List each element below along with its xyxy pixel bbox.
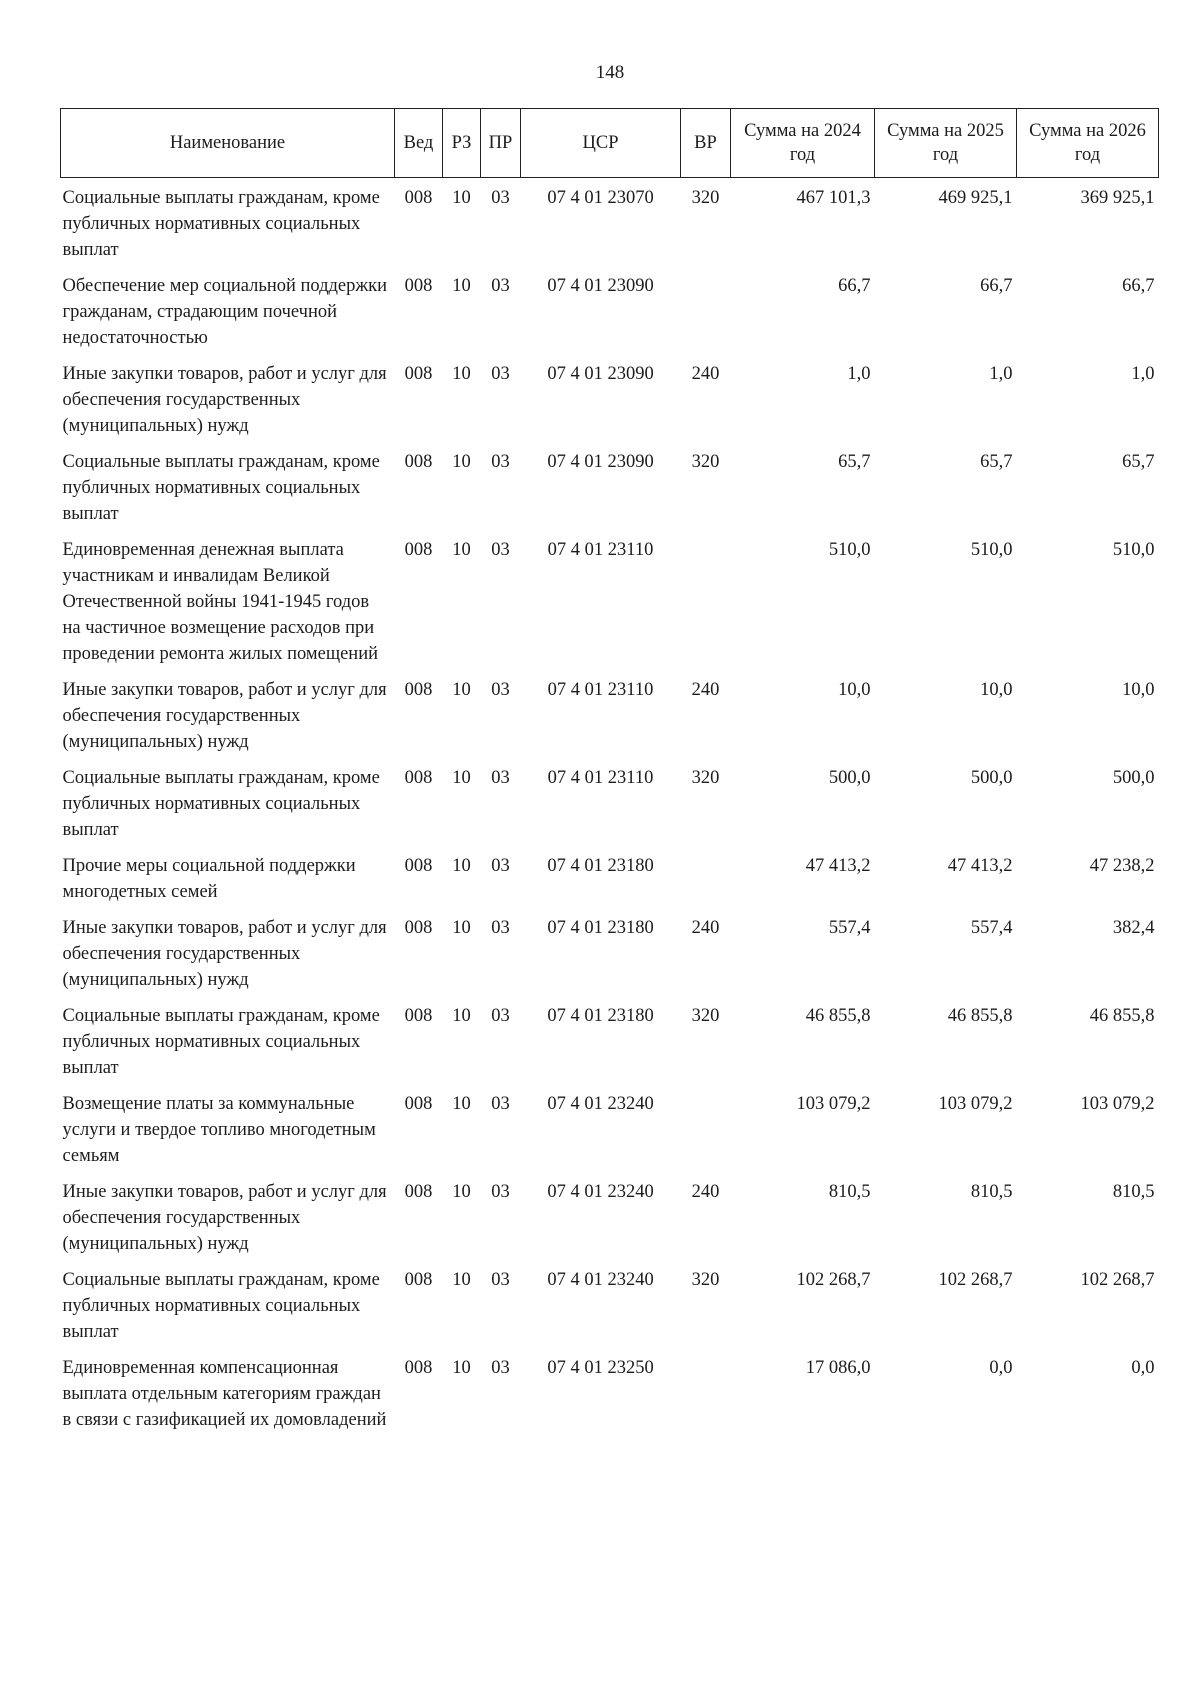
cell-vr bbox=[681, 853, 731, 915]
cell-name: Иные закупки товаров, работ и услуг для обеспечения государственных (муниципальных) нужд bbox=[62, 680, 387, 752]
cell-pr: 03 bbox=[491, 452, 510, 472]
cell-sum-2024: 500,0 bbox=[828, 768, 871, 788]
cell-sum-2025: 66,7 bbox=[980, 276, 1013, 296]
cell-sum-2024: 467 101,3 bbox=[796, 188, 871, 208]
table-row bbox=[61, 1091, 1159, 1179]
cell-pr: 03 bbox=[491, 1358, 510, 1378]
cell-name: Социальные выплаты гражданам, кроме публичных нормативных социальных выплат bbox=[62, 768, 380, 840]
cell-rz: 10 bbox=[452, 540, 471, 560]
table-row bbox=[61, 915, 1159, 1003]
cell-ved: 008 bbox=[404, 1006, 433, 1026]
cell-sum-2024: 810,5 bbox=[828, 1182, 871, 1202]
cell-pr: 03 bbox=[491, 918, 510, 938]
cell-sum-2026: 65,7 bbox=[1122, 452, 1155, 472]
cell-sum-2025: 469 925,1 bbox=[938, 188, 1013, 208]
cell-ved: 008 bbox=[404, 364, 433, 384]
cell-name: Социальные выплаты гражданам, кроме публичных нормативных социальных выплат bbox=[62, 188, 380, 260]
cell-name: Социальные выплаты гражданам, кроме публичных нормативных социальных выплат bbox=[62, 1270, 380, 1342]
cell-sum-2026: 382,4 bbox=[1112, 918, 1155, 938]
cell-sum-2025: 1,0 bbox=[989, 364, 1013, 384]
cell-ved: 008 bbox=[404, 918, 433, 938]
header-sum-2025: Сумма на 2025 год bbox=[875, 109, 1017, 178]
cell-pr: 03 bbox=[491, 1094, 510, 1114]
cell-rz: 10 bbox=[452, 1006, 471, 1026]
cell-sum-2025: 557,4 bbox=[970, 918, 1013, 938]
cell-csr: 07 4 01 23240 bbox=[547, 1182, 654, 1202]
cell-sum-2025: 10,0 bbox=[980, 680, 1013, 700]
cell-rz: 10 bbox=[452, 1358, 471, 1378]
table-row bbox=[61, 1179, 1159, 1267]
table-row bbox=[61, 853, 1159, 915]
cell-name: Возмещение платы за коммунальные услуги и твердое топливо многодетным семьям bbox=[62, 1094, 376, 1166]
cell-sum-2024: 66,7 bbox=[838, 276, 871, 296]
table-row bbox=[61, 677, 1159, 765]
cell-rz: 10 bbox=[452, 1182, 471, 1202]
cell-rz: 10 bbox=[452, 680, 471, 700]
cell-ved: 008 bbox=[404, 452, 433, 472]
cell-ved: 008 bbox=[404, 1182, 433, 1202]
cell-sum-2024: 103 079,2 bbox=[796, 1094, 871, 1114]
cell-name: Иные закупки товаров, работ и услуг для обеспечения государственных (муниципальных) нужд bbox=[62, 1182, 387, 1254]
cell-csr: 07 4 01 23180 bbox=[547, 856, 654, 876]
cell-sum-2024: 102 268,7 bbox=[796, 1270, 871, 1290]
table-row bbox=[61, 1355, 1159, 1443]
cell-vr: 240 bbox=[691, 680, 720, 700]
cell-sum-2025: 47 413,2 bbox=[947, 856, 1013, 876]
cell-sum-2024: 10,0 bbox=[838, 680, 871, 700]
cell-pr: 03 bbox=[491, 276, 510, 296]
cell-csr: 07 4 01 23240 bbox=[547, 1094, 654, 1114]
cell-csr: 07 4 01 23240 bbox=[547, 1270, 654, 1290]
budget-table bbox=[60, 108, 1159, 1443]
cell-vr: 240 bbox=[691, 1182, 720, 1202]
header-name: Наименование bbox=[61, 109, 395, 178]
cell-pr: 03 bbox=[491, 364, 510, 384]
cell-vr: 320 bbox=[691, 452, 720, 472]
cell-vr: 320 bbox=[691, 768, 720, 788]
cell-sum-2025: 510,0 bbox=[970, 540, 1013, 560]
header-ved: Вед bbox=[395, 109, 443, 178]
cell-pr: 03 bbox=[491, 1270, 510, 1290]
cell-ved: 008 bbox=[404, 768, 433, 788]
cell-rz: 10 bbox=[452, 188, 471, 208]
cell-vr: 320 bbox=[691, 1270, 720, 1290]
table-row bbox=[61, 449, 1159, 537]
table-row bbox=[61, 361, 1159, 449]
cell-csr: 07 4 01 23110 bbox=[547, 540, 654, 560]
table-row bbox=[61, 178, 1159, 274]
cell-pr: 03 bbox=[491, 188, 510, 208]
cell-sum-2025: 65,7 bbox=[980, 452, 1013, 472]
cell-csr: 07 4 01 23180 bbox=[547, 918, 654, 938]
table-row bbox=[61, 765, 1159, 853]
cell-rz: 10 bbox=[452, 768, 471, 788]
cell-vr: 240 bbox=[691, 364, 720, 384]
cell-pr: 03 bbox=[491, 540, 510, 560]
cell-sum-2026: 510,0 bbox=[1112, 540, 1155, 560]
header-sum-2026: Сумма на 2026 год bbox=[1017, 109, 1159, 178]
cell-pr: 03 bbox=[491, 680, 510, 700]
cell-sum-2024: 510,0 bbox=[828, 540, 871, 560]
cell-ved: 008 bbox=[404, 540, 433, 560]
cell-sum-2026: 369 925,1 bbox=[1080, 188, 1155, 208]
cell-sum-2026: 47 238,2 bbox=[1089, 856, 1155, 876]
cell-csr: 07 4 01 23110 bbox=[547, 768, 654, 788]
table-row bbox=[61, 1003, 1159, 1091]
table-row bbox=[61, 273, 1159, 361]
cell-sum-2026: 10,0 bbox=[1122, 680, 1155, 700]
cell-pr: 03 bbox=[491, 856, 510, 876]
cell-csr: 07 4 01 23180 bbox=[547, 1006, 654, 1026]
cell-pr: 03 bbox=[491, 1006, 510, 1026]
cell-vr: 320 bbox=[691, 188, 720, 208]
cell-name: Социальные выплаты гражданам, кроме публичных нормативных социальных выплат bbox=[62, 452, 380, 524]
cell-name: Иные закупки товаров, работ и услуг для обеспечения государственных (муниципальных) нужд bbox=[62, 918, 387, 990]
cell-name: Социальные выплаты гражданам, кроме публичных нормативных социальных выплат bbox=[62, 1006, 380, 1078]
cell-sum-2026: 102 268,7 bbox=[1080, 1270, 1155, 1290]
table-row bbox=[61, 1267, 1159, 1355]
cell-sum-2026: 1,0 bbox=[1131, 364, 1155, 384]
cell-rz: 10 bbox=[452, 276, 471, 296]
cell-csr: 07 4 01 23110 bbox=[547, 680, 654, 700]
cell-sum-2026: 66,7 bbox=[1122, 276, 1155, 296]
table-header bbox=[61, 109, 1159, 178]
cell-name: Обеспечение мер социальной поддержки гражданам, страдающим почечной недостаточностью bbox=[62, 276, 388, 348]
cell-sum-2025: 102 268,7 bbox=[938, 1270, 1013, 1290]
header-rz: РЗ bbox=[443, 109, 481, 178]
cell-sum-2026: 810,5 bbox=[1112, 1182, 1155, 1202]
cell-sum-2026: 46 855,8 bbox=[1089, 1006, 1155, 1026]
cell-rz: 10 bbox=[452, 1270, 471, 1290]
header-vr: ВР bbox=[681, 109, 731, 178]
cell-vr bbox=[681, 537, 731, 677]
cell-vr bbox=[681, 1091, 731, 1179]
cell-vr: 320 bbox=[691, 1006, 720, 1026]
header-pr: ПР bbox=[481, 109, 521, 178]
cell-csr: 07 4 01 23090 bbox=[547, 364, 654, 384]
cell-ved: 008 bbox=[404, 188, 433, 208]
cell-sum-2025: 103 079,2 bbox=[938, 1094, 1013, 1114]
cell-sum-2024: 65,7 bbox=[838, 452, 871, 472]
cell-csr: 07 4 01 23090 bbox=[547, 452, 654, 472]
cell-csr: 07 4 01 23070 bbox=[547, 188, 654, 208]
cell-ved: 008 bbox=[404, 1358, 433, 1378]
header-sum-2024: Сумма на 2024 год bbox=[731, 109, 875, 178]
cell-sum-2025: 810,5 bbox=[970, 1182, 1013, 1202]
table-row bbox=[61, 537, 1159, 677]
cell-sum-2025: 46 855,8 bbox=[947, 1006, 1013, 1026]
cell-name: Иные закупки товаров, работ и услуг для обеспечения государственных (муниципальных) нужд bbox=[62, 364, 387, 436]
cell-rz: 10 bbox=[452, 918, 471, 938]
table-body bbox=[61, 178, 1159, 1444]
cell-name: Прочие меры социальной поддержки многодетных семей bbox=[62, 856, 356, 902]
cell-vr bbox=[681, 273, 731, 361]
page-number: 148 bbox=[595, 62, 625, 83]
cell-vr: 240 bbox=[691, 918, 720, 938]
cell-rz: 10 bbox=[452, 364, 471, 384]
cell-rz: 10 bbox=[452, 452, 471, 472]
cell-name: Единовременная компенсационная выплата отдельным категориям граждан в связи с газификацией их домовладений bbox=[62, 1358, 387, 1430]
cell-ved: 008 bbox=[404, 856, 433, 876]
cell-sum-2024: 46 855,8 bbox=[805, 1006, 871, 1026]
cell-sum-2026: 500,0 bbox=[1112, 768, 1155, 788]
cell-ved: 008 bbox=[404, 1094, 433, 1114]
cell-vr bbox=[681, 1355, 731, 1443]
cell-sum-2024: 557,4 bbox=[828, 918, 871, 938]
cell-ved: 008 bbox=[404, 276, 433, 296]
cell-name: Единовременная денежная выплата участникам и инвалидам Великой Отечественной войны 1941-1945 годов на частичное возмещение расходов при проведении ремонта жилых помещений bbox=[62, 540, 379, 664]
cell-csr: 07 4 01 23250 bbox=[547, 1358, 654, 1378]
cell-rz: 10 bbox=[452, 1094, 471, 1114]
header-csr: ЦСР bbox=[521, 109, 681, 178]
cell-sum-2025: 500,0 bbox=[970, 768, 1013, 788]
cell-ved: 008 bbox=[404, 680, 433, 700]
cell-sum-2026: 103 079,2 bbox=[1080, 1094, 1155, 1114]
cell-sum-2024: 1,0 bbox=[847, 364, 871, 384]
cell-sum-2024: 47 413,2 bbox=[805, 856, 871, 876]
cell-csr: 07 4 01 23090 bbox=[547, 276, 654, 296]
cell-sum-2026: 0,0 bbox=[1131, 1358, 1155, 1378]
cell-sum-2024: 17 086,0 bbox=[805, 1358, 871, 1378]
cell-sum-2025: 0,0 bbox=[989, 1358, 1013, 1378]
cell-pr: 03 bbox=[491, 768, 510, 788]
cell-pr: 03 bbox=[491, 1182, 510, 1202]
cell-rz: 10 bbox=[452, 856, 471, 876]
cell-ved: 008 bbox=[404, 1270, 433, 1290]
